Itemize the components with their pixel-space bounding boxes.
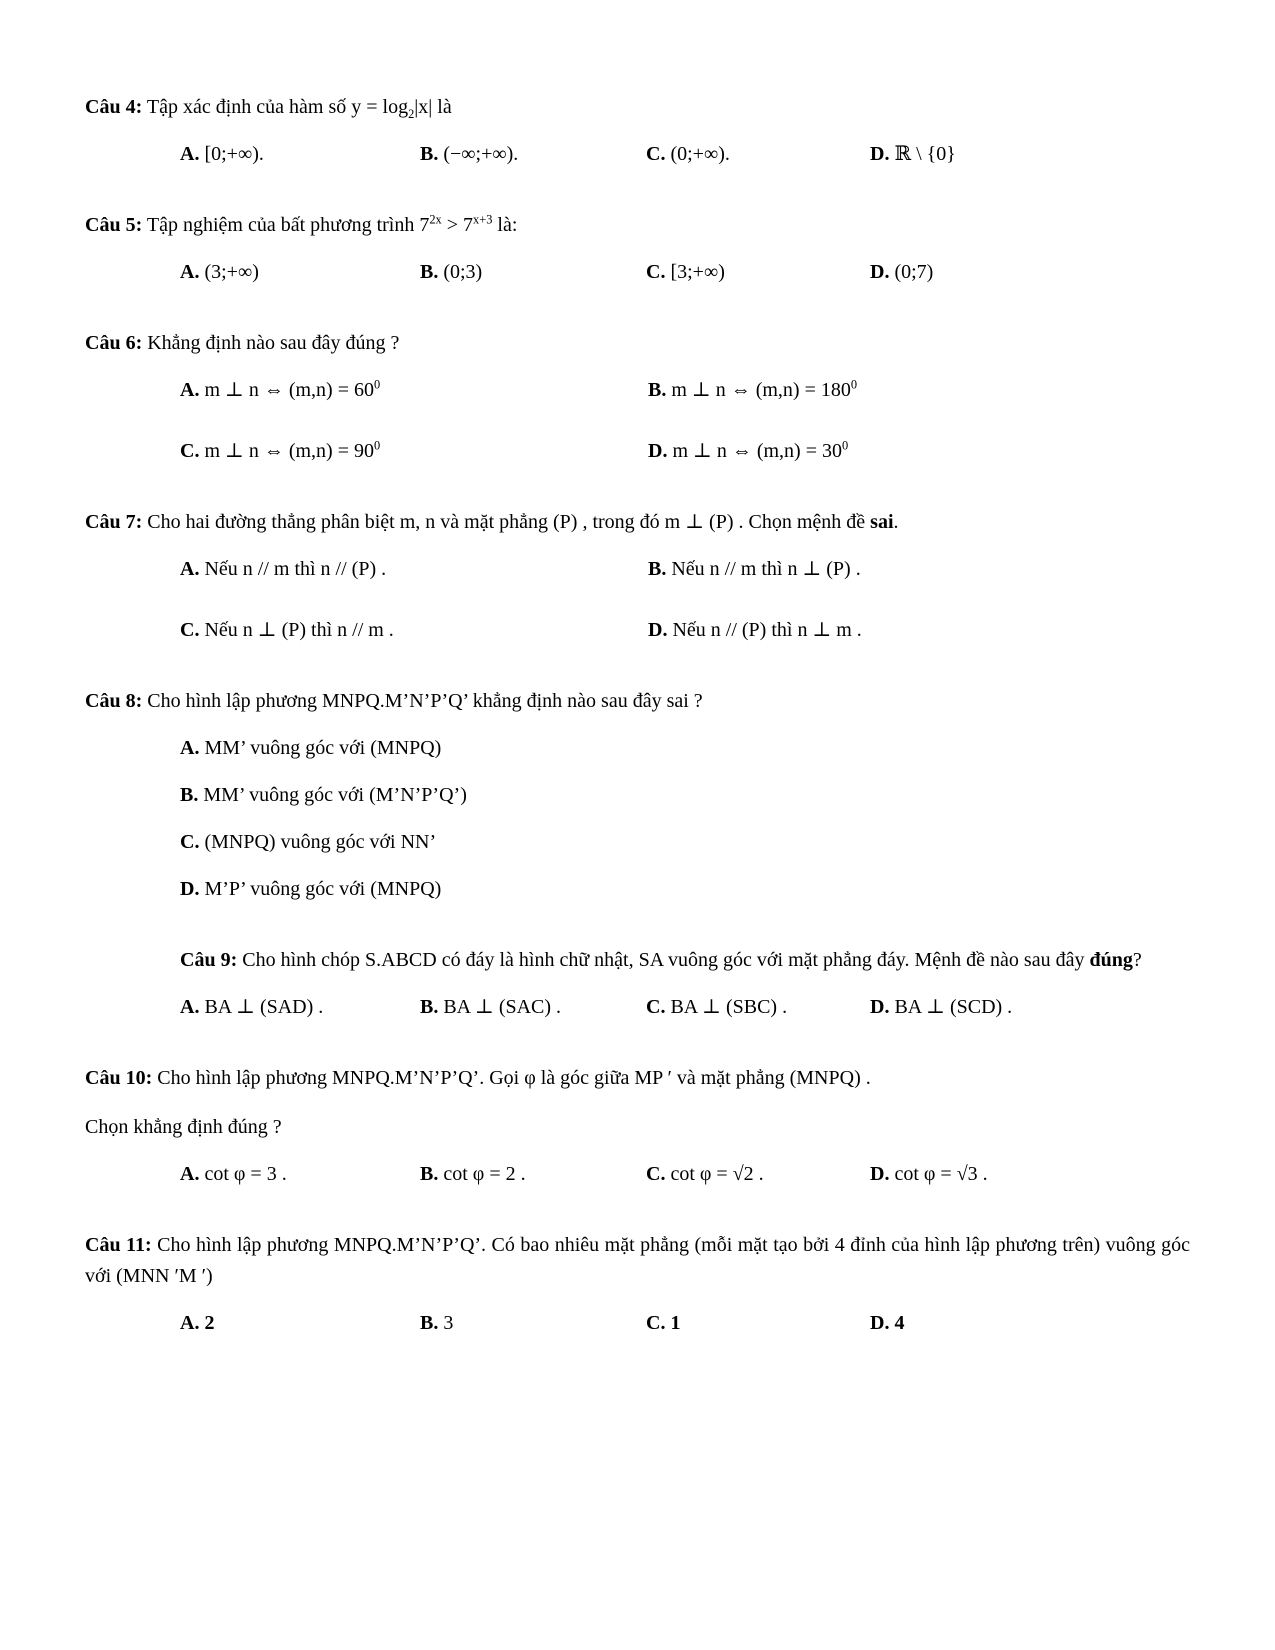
option-c-text: Nếu n ⊥ (P) thì n // m . <box>204 619 394 641</box>
question-4-body: Tập xác định của hàm số y = log <box>146 96 409 118</box>
log-base-subscript: 2 <box>408 107 415 121</box>
option-a-text: (3;+∞) <box>204 261 259 283</box>
option-b-text: BA ⊥ (SAC) . <box>443 996 562 1018</box>
question-9-body: Cho hình chóp S.ABCD có đáy là hình chữ nhật, SA vuông góc với mặt phẳng đáy. Mệnh đề nào sau đây <box>242 949 1090 971</box>
option-a <box>180 257 420 288</box>
question-4 <box>85 92 1190 170</box>
option-a-text: [0;+∞). <box>204 143 264 165</box>
option-a-text: MM’ vuông góc với (MNPQ) <box>204 737 442 759</box>
option-d-label: D. <box>648 619 668 641</box>
option-d-label: D. <box>870 1163 890 1185</box>
option-b-text: (−∞;+∞). <box>443 143 519 165</box>
option-d-text: BA ⊥ (SCD) . <box>894 996 1013 1018</box>
option-b <box>648 554 1190 585</box>
question-11-label: Câu 11: <box>85 1234 152 1256</box>
question-5-body-tail: là: <box>492 214 518 236</box>
option-d-label: D. <box>648 440 668 462</box>
question-7-text <box>85 507 1190 538</box>
degree-superscript: 0 <box>850 377 858 392</box>
option-a <box>180 733 1190 764</box>
option-a-label: A. <box>180 996 200 1018</box>
option-c-label: C. <box>646 261 666 283</box>
question-6-options <box>85 375 1190 467</box>
option-a-label: A. <box>180 1312 200 1334</box>
option-b <box>420 992 646 1023</box>
option-a <box>180 1308 420 1339</box>
option-b-label: B. <box>420 996 439 1018</box>
question-5-body-mid: > 7 <box>441 214 474 236</box>
option-d <box>870 139 1190 170</box>
option-c-text: m ⊥ n ⇔ (m,n) = 90 <box>204 440 374 462</box>
question-5-text <box>85 210 1190 241</box>
option-b-text: m ⊥ n ⇔ (m,n) = 180 <box>671 379 851 401</box>
option-c-label: C. <box>646 1312 666 1334</box>
question-6-text <box>85 328 1190 359</box>
question-9-label: Câu 9: <box>180 949 238 971</box>
option-b-text: MM’ vuông góc với (M’N’P’Q’) <box>203 784 467 806</box>
question-7-body: Cho hai đường thẳng phân biệt m, n và mặt phẳng (P) , trong đó m ⊥ (P) . Chọn mệnh đề <box>147 511 871 533</box>
question-9-indent <box>85 945 1190 976</box>
question-7-label: Câu 7: <box>85 511 143 533</box>
question-10-text <box>85 1063 1190 1094</box>
option-c-text: (MNPQ) vuông góc với NN’ <box>204 831 437 853</box>
option-c-text: BA ⊥ (SBC) . <box>670 996 788 1018</box>
option-d-text: 4 <box>894 1312 905 1334</box>
option-a-label: A. <box>180 1163 200 1185</box>
option-b <box>420 1159 646 1190</box>
option-b <box>420 257 646 288</box>
question-7 <box>85 507 1190 646</box>
degree-superscript: 0 <box>841 438 849 453</box>
option-d-label: D. <box>870 996 890 1018</box>
option-d-text: Nếu n // (P) thì n ⊥ m . <box>672 619 862 641</box>
question-11-body: Cho hình lập phương MNPQ.M’N’P’Q’. Có bao nhiêu mặt phẳng (mỗi mặt tạo bởi 4 đỉnh của hình lập phương trên) vuông góc với (MNN ′M ′) <box>85 1234 1191 1287</box>
question-4-label: Câu 4: <box>85 96 143 118</box>
question-8-label: Câu 8: <box>85 690 143 712</box>
option-a-text: m ⊥ n ⇔ (m,n) = 60 <box>204 379 374 401</box>
option-b-label: B. <box>420 143 439 165</box>
option-a <box>180 139 420 170</box>
question-5-options <box>85 257 1190 288</box>
option-c <box>646 1308 870 1339</box>
question-5-body: Tập nghiệm của bất phương trình 7 <box>146 214 430 236</box>
question-9-options <box>85 992 1190 1023</box>
option-a-label: A. <box>180 558 200 580</box>
option-c-text: cot φ = √2 . <box>670 1163 764 1185</box>
option-b-text: Nếu n // m thì n ⊥ (P) . <box>671 558 861 580</box>
question-8-options <box>85 733 1190 905</box>
question-11 <box>85 1230 1190 1339</box>
option-b <box>420 1308 646 1339</box>
question-7-bold-word: sai <box>870 511 894 533</box>
question-10-body: Cho hình lập phương MNPQ.M’N’P’Q’. Gọi φ là góc giữa MP ′ và mặt phẳng (MNPQ) . <box>157 1067 871 1089</box>
option-c <box>180 436 648 467</box>
question-6 <box>85 328 1190 467</box>
option-b <box>180 780 1190 811</box>
option-d <box>870 1159 1190 1190</box>
option-d-label: D. <box>870 143 890 165</box>
question-5 <box>85 210 1190 288</box>
question-10-text-line2 <box>85 1112 1190 1143</box>
option-d <box>870 1308 1190 1339</box>
option-d <box>870 257 1190 288</box>
option-a-label: A. <box>180 261 200 283</box>
question-10-body-line2: Chọn khẳng định đúng ? <box>85 1116 282 1138</box>
option-d-text: cot φ = √3 . <box>894 1163 988 1185</box>
option-d <box>180 874 1190 905</box>
option-b <box>420 139 646 170</box>
option-a <box>180 992 420 1023</box>
degree-superscript: 0 <box>373 377 381 392</box>
question-9-text <box>180 945 1190 976</box>
option-a-text: BA ⊥ (SAD) . <box>204 996 324 1018</box>
question-11-text <box>85 1230 1190 1292</box>
question-11-options <box>85 1308 1190 1339</box>
option-d-text: M’P’ vuông góc với (MNPQ) <box>204 878 442 900</box>
option-c <box>180 615 648 646</box>
option-b <box>648 375 1190 406</box>
option-c-label: C. <box>646 143 666 165</box>
question-4-body-tail: |x| là <box>414 96 452 118</box>
option-b-label: B. <box>180 784 199 806</box>
question-9 <box>85 945 1190 1023</box>
question-8-text <box>85 686 1190 717</box>
option-a-text: cot φ = 3 . <box>204 1163 287 1185</box>
question-8-body: Cho hình lập phương MNPQ.M’N’P’Q’ khẳng định nào sau đây sai ? <box>147 690 703 712</box>
option-c-label: C. <box>180 831 200 853</box>
option-a-label: A. <box>180 379 200 401</box>
option-b-label: B. <box>420 1163 439 1185</box>
option-b-label: B. <box>420 261 439 283</box>
option-c-label: C. <box>646 996 666 1018</box>
option-d-text: m ⊥ n ⇔ (m,n) = 30 <box>672 440 842 462</box>
option-c-text: (0;+∞). <box>670 143 730 165</box>
option-b-text: 3 <box>443 1312 454 1334</box>
option-b-text: cot φ = 2 . <box>443 1163 526 1185</box>
question-7-body-tail: . <box>893 511 899 533</box>
option-c <box>180 827 1190 858</box>
option-d-text: (0;7) <box>894 261 934 283</box>
question-10-options <box>85 1159 1190 1190</box>
exponent-1: 2x <box>429 212 442 227</box>
option-d <box>870 992 1190 1023</box>
question-10 <box>85 1063 1190 1190</box>
option-b-label: B. <box>648 558 667 580</box>
question-7-options <box>85 554 1190 646</box>
option-a <box>180 1159 420 1190</box>
option-c-text: [3;+∞) <box>670 261 725 283</box>
question-4-text <box>85 92 1190 123</box>
option-c <box>646 992 870 1023</box>
option-d <box>648 436 1190 467</box>
exponent-2: x+3 <box>473 212 493 227</box>
option-a <box>180 554 648 585</box>
question-5-label: Câu 5: <box>85 214 143 236</box>
option-d <box>648 615 1190 646</box>
question-4-options <box>85 139 1190 170</box>
option-c-label: C. <box>646 1163 666 1185</box>
option-d-text: ℝ \ {0} <box>894 143 956 165</box>
option-d-label: D. <box>870 261 890 283</box>
option-c <box>646 139 870 170</box>
option-a-text: 2 <box>204 1312 215 1334</box>
question-6-label: Câu 6: <box>85 332 143 354</box>
option-c <box>646 257 870 288</box>
option-c-text: 1 <box>670 1312 681 1334</box>
degree-superscript: 0 <box>373 438 381 453</box>
option-c <box>646 1159 870 1190</box>
option-b-text: (0;3) <box>443 261 483 283</box>
question-9-body-tail: ? <box>1132 949 1142 971</box>
option-a <box>180 375 648 406</box>
option-a-label: A. <box>180 737 200 759</box>
option-a-label: A. <box>180 143 200 165</box>
option-a-text: Nếu n // m thì n // (P) . <box>204 558 387 580</box>
option-b-label: B. <box>420 1312 439 1334</box>
question-6-body: Khẳng định nào sau đây đúng ? <box>147 332 400 354</box>
question-9-bold-word: đúng <box>1089 949 1133 971</box>
option-c-label: C. <box>180 440 200 462</box>
option-c-label: C. <box>180 619 200 641</box>
option-d-label: D. <box>870 1312 890 1334</box>
question-10-label: Câu 10: <box>85 1067 153 1089</box>
question-8 <box>85 686 1190 905</box>
option-b-label: B. <box>648 379 667 401</box>
option-d-label: D. <box>180 878 200 900</box>
